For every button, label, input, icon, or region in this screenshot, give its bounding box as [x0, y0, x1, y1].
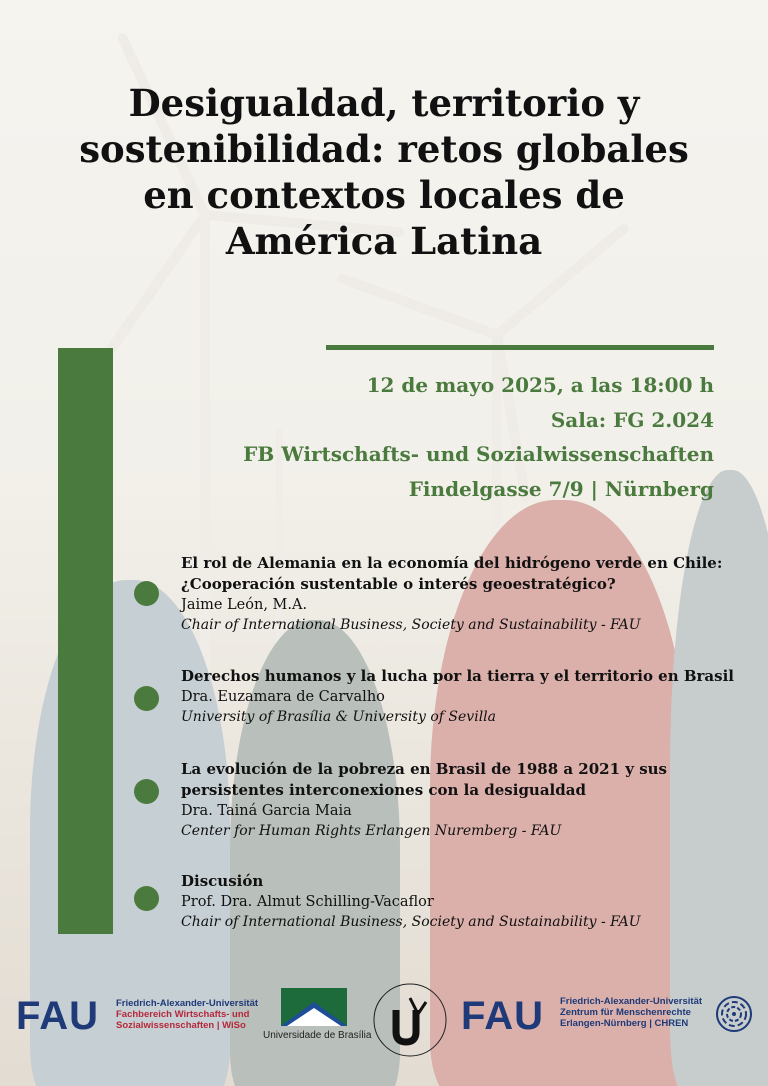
- talk-item: [181, 871, 741, 932]
- title-line: Desigualdad, territorio y: [128, 81, 640, 125]
- fau-wiso-line: Sozialwissenschaften | WiSo: [116, 1020, 246, 1031]
- talk-item: [181, 553, 741, 635]
- talk-affiliation: Chair of International Business, Society and Sustainability - FAU: [181, 914, 641, 930]
- bullet-dot: [134, 779, 159, 804]
- fau-wiso-line: Fachbereich Wirtschafts- und: [116, 1009, 250, 1020]
- accent-bar: [58, 348, 113, 934]
- talk-affiliation: Center for Human Rights Erlangen Nuremberg - FAU: [181, 823, 562, 839]
- unb-logo-icon: [281, 988, 347, 1026]
- fau-chren-logo-text: [560, 996, 702, 1029]
- fau-chren-logo-mark: FAU: [461, 994, 544, 1038]
- title-line: en contextos locales de: [143, 173, 625, 217]
- talk-title: persistentes interconexiones con la desigualdad: [181, 781, 586, 799]
- bullet-dot: [134, 686, 159, 711]
- title-line: América Latina: [225, 219, 543, 263]
- event-title: [40, 80, 728, 264]
- talk-speaker: Dra. Tainá Garcia Maia: [181, 803, 352, 819]
- fau-wiso-logo-mark: FAU: [16, 994, 99, 1038]
- talk-item: [181, 666, 741, 727]
- talk-speaker: Jaime León, M.A.: [181, 597, 308, 613]
- sevilla-seal-icon: [370, 980, 450, 1060]
- event-faculty: FB Wirtschafts- und Sozialwissenschaften: [243, 442, 714, 466]
- talk-affiliation: Chair of International Business, Society and Sustainability - FAU: [181, 617, 641, 633]
- talk-speaker: Dra. Euzamara de Carvalho: [181, 689, 385, 705]
- unb-logo-text: Universidade de Brasília: [263, 1030, 372, 1041]
- fau-wiso-line: Friedrich-Alexander-Universität: [116, 998, 259, 1009]
- talk-title: El rol de Alemania en la economía del hidrógeno verde en Chile:: [181, 554, 723, 572]
- talk-item: [181, 759, 741, 841]
- title-line: sostenibilidad: retos globales: [79, 127, 689, 171]
- fau-chren-line: Zentrum für Menschenrechte: [560, 1007, 691, 1018]
- fau-chren-line: Friedrich-Alexander-Universität: [560, 996, 703, 1007]
- bullet-dot: [134, 886, 159, 911]
- fau-chren-line: Erlangen-Nürnberg | CHREN: [560, 1018, 689, 1029]
- talk-speaker: Prof. Dra. Almut Schilling-Vacaflor: [181, 894, 434, 910]
- fingerprint-icon: [714, 994, 754, 1034]
- talk-title: Discusión: [181, 872, 264, 890]
- event-date: 12 de mayo 2025, a las 18:00 h: [366, 373, 714, 397]
- bullet-dot: [134, 581, 159, 606]
- event-address: Findelgasse 7/9 | Nürnberg: [408, 476, 714, 501]
- event-details: [243, 368, 714, 506]
- talk-title: Derechos humanos y la lucha por la tierra y el territorio en Brasil: [181, 667, 734, 685]
- event-room: Sala: FG 2.024: [550, 407, 714, 432]
- talk-affiliation: University of Brasília & University of Sevilla: [181, 709, 496, 725]
- accent-rule: [326, 345, 714, 350]
- talk-title: La evolución de la pobreza en Brasil de 1988 a 2021 y sus: [181, 760, 668, 778]
- fau-wiso-logo-text: [116, 998, 258, 1031]
- talk-title: ¿Cooperación sustentable o interés geoestratégico?: [181, 575, 616, 593]
- logo-strip: [0, 980, 768, 1086]
